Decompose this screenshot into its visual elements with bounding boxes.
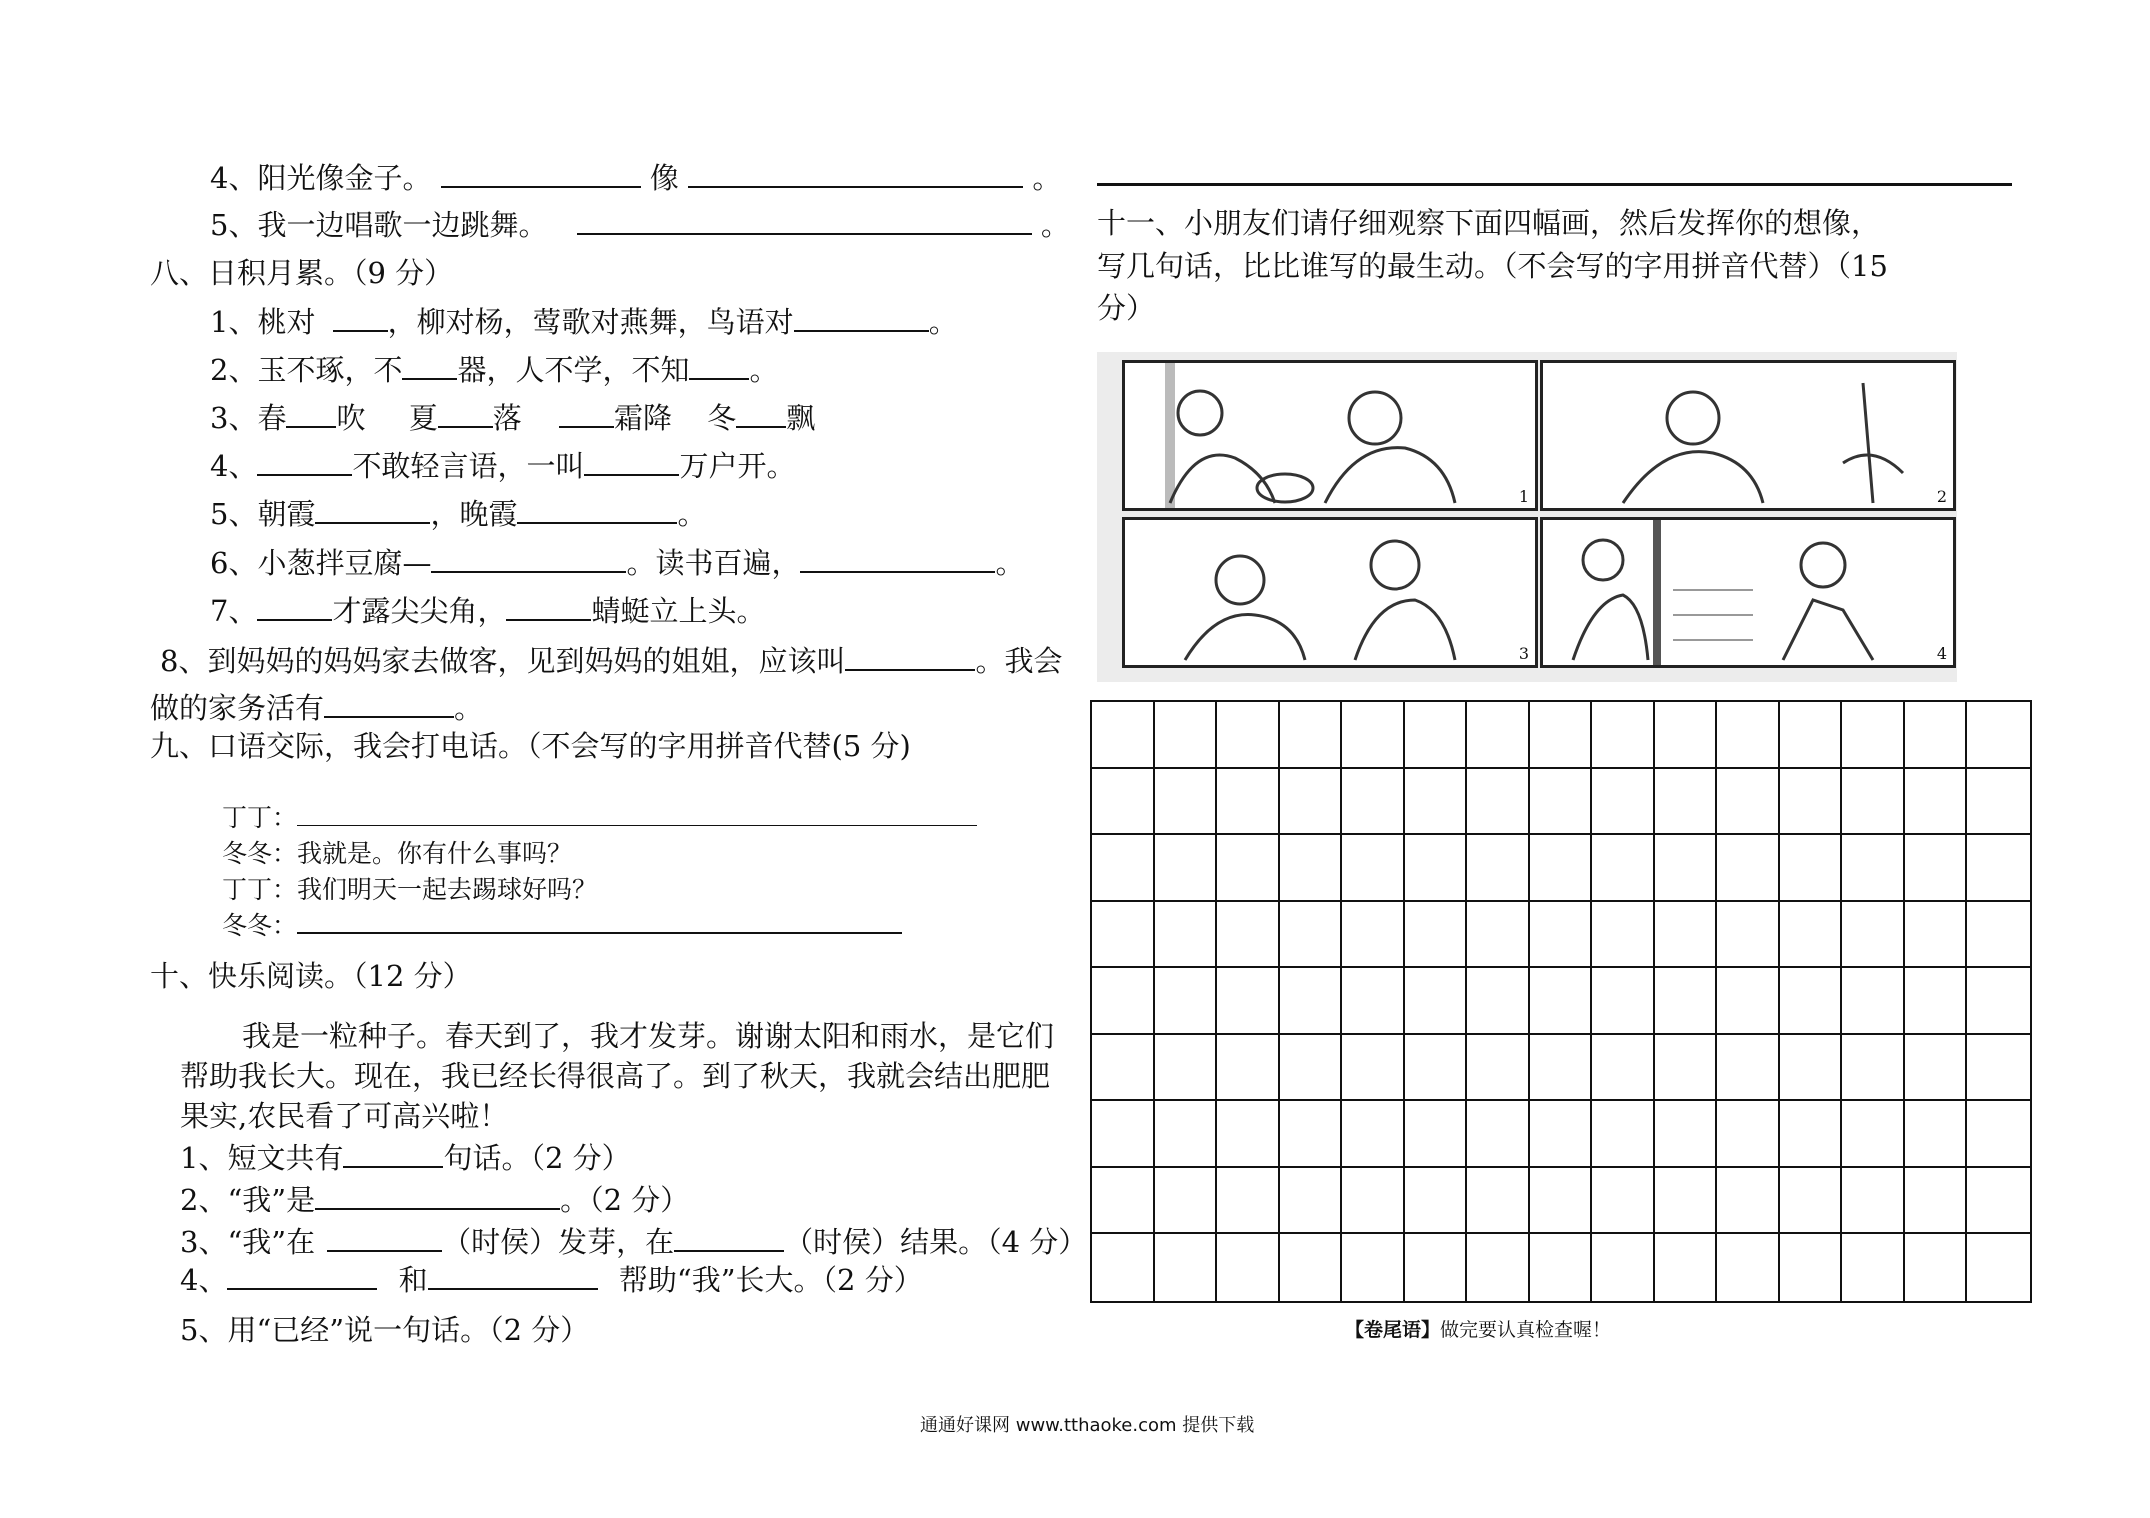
grid-cell[interactable]	[1467, 1101, 1530, 1168]
grid-cell[interactable]	[1530, 1101, 1593, 1168]
grid-cell[interactable]	[1342, 902, 1405, 969]
grid-cell[interactable]	[1592, 1234, 1655, 1301]
grid-cell[interactable]	[1905, 769, 1968, 836]
dialogue-blank[interactable]	[297, 807, 977, 826]
s10-q3: 3、“我”在 （时侯）发芽，在 （时侯）结果。（4 分）	[180, 1225, 1088, 1259]
panel-number: 1	[1518, 487, 1529, 506]
grid-cell[interactable]	[1842, 702, 1905, 769]
blank[interactable]	[431, 545, 626, 573]
grid-cell[interactable]	[1155, 1035, 1218, 1102]
grid-cell[interactable]	[1967, 769, 2030, 836]
passage-line-2: 帮助我长大。现在，我已经长得很高了。到了秋天，我就会结出肥肥	[180, 1059, 1051, 1093]
grid-cell[interactable]	[1405, 835, 1468, 902]
grid-cell[interactable]	[1092, 835, 1155, 902]
grid-cell[interactable]	[1092, 1168, 1155, 1235]
blank[interactable]	[428, 1262, 598, 1290]
grid-cell[interactable]	[1905, 1101, 1968, 1168]
grid-cell[interactable]	[1655, 835, 1718, 902]
grid-cell[interactable]	[1717, 702, 1780, 769]
panel-number: 2	[1936, 487, 1947, 506]
grid-cell[interactable]	[1842, 835, 1905, 902]
grid-cell[interactable]	[1280, 769, 1343, 836]
s9-line4: 冬冬：	[222, 908, 902, 944]
picture-area	[1097, 352, 1957, 682]
grid-cell[interactable]	[1842, 1101, 1905, 1168]
grid-cell[interactable]	[1217, 1234, 1280, 1301]
grid-cell[interactable]	[1780, 769, 1843, 836]
section-9-title: 九、口语交际，我会打电话。（不会写的字用拼音代替(5 分)	[150, 729, 911, 763]
answer-line[interactable]	[1097, 183, 2012, 186]
grid-cell[interactable]	[1467, 1234, 1530, 1301]
grid-cell[interactable]	[1592, 702, 1655, 769]
grid-cell[interactable]	[1530, 769, 1593, 836]
grid-cell[interactable]	[1905, 835, 1968, 902]
grid-cell[interactable]	[1155, 835, 1218, 902]
dialogue-blank[interactable]	[297, 910, 902, 934]
grid-cell[interactable]	[1655, 902, 1718, 969]
grid-cell[interactable]	[1530, 902, 1593, 969]
grid-cell[interactable]	[1592, 769, 1655, 836]
grid-cell[interactable]	[1280, 902, 1343, 969]
grid-cell[interactable]	[1217, 902, 1280, 969]
s8-q5: 5、朝霞 ，晚霞 。	[210, 497, 707, 531]
blank[interactable]	[286, 400, 336, 428]
s11-title-1: 十一、小朋友们请仔细观察下面四幅画，然后发挥你的想像，	[1097, 206, 1881, 240]
picture-panel-3	[1122, 517, 1538, 668]
picture-panel-2	[1540, 360, 1956, 511]
grid-cell[interactable]	[1217, 968, 1280, 1035]
s8-q8: 8、到妈妈的妈妈家去做客，见到妈妈的姐姐，应该叫 。我会	[160, 644, 1063, 678]
children-and-mother-illustration	[1125, 363, 1535, 508]
grid-cell[interactable]	[1467, 968, 1530, 1035]
grid-cell[interactable]	[1780, 702, 1843, 769]
s9-line3: 丁丁：我们明天一起去踢球好吗？	[222, 875, 598, 904]
picture-panel-4	[1540, 517, 1956, 668]
grid-cell[interactable]	[1092, 1101, 1155, 1168]
s10-q4: 4、 和 帮助“我”长大。（2 分）	[180, 1263, 923, 1297]
grid-cell[interactable]	[1717, 902, 1780, 969]
grid-cell[interactable]	[1905, 1234, 1968, 1301]
grid-cell[interactable]	[1155, 702, 1218, 769]
grid-cell[interactable]	[1092, 902, 1155, 969]
blank[interactable]	[327, 1224, 442, 1252]
grid-cell[interactable]	[1467, 702, 1530, 769]
grid-cell[interactable]	[1592, 968, 1655, 1035]
panel-number: 3	[1518, 644, 1529, 663]
footer-text: 通通好课网 www.tthaoke.com 提供下载	[920, 1415, 1255, 1436]
grid-cell[interactable]	[1280, 835, 1343, 902]
grid-cell[interactable]	[1155, 902, 1218, 969]
grid-cell[interactable]	[1342, 835, 1405, 902]
grid-cell[interactable]	[1842, 968, 1905, 1035]
grid-cell[interactable]	[1967, 835, 2030, 902]
grid-cell[interactable]	[1717, 1234, 1780, 1301]
grid-cell[interactable]	[1592, 1101, 1655, 1168]
grid-cell[interactable]	[1467, 769, 1530, 836]
s9-line1: 丁丁：	[222, 800, 977, 836]
blank[interactable]	[584, 448, 679, 476]
grid-cell[interactable]	[1905, 968, 1968, 1035]
s11-title-3: 分）	[1097, 291, 1156, 325]
grid-cell[interactable]	[1155, 968, 1218, 1035]
section-10-title: 十、快乐阅读。（12 分）	[150, 959, 472, 993]
grid-cell[interactable]	[1842, 1168, 1905, 1235]
grid-cell[interactable]	[1717, 968, 1780, 1035]
grid-cell[interactable]	[1467, 1035, 1530, 1102]
grid-cell[interactable]	[1217, 835, 1280, 902]
grid-cell[interactable]	[1905, 1168, 1968, 1235]
grid-cell[interactable]	[1467, 902, 1530, 969]
grid-cell[interactable]	[1280, 702, 1343, 769]
grid-cell[interactable]	[1217, 702, 1280, 769]
blank[interactable]	[674, 1224, 784, 1252]
closing-note: 【卷尾语】做完要认真检查喔！	[1345, 1319, 1612, 1341]
grid-cell[interactable]	[1967, 702, 2030, 769]
s11-title-2: 写几句话，比比谁写的最生动。（不会写的字用拼音代替）（15	[1097, 249, 1888, 283]
child-running-illustration	[1543, 520, 1953, 665]
section-8-title: 八、日积月累。（9 分）	[150, 256, 454, 290]
blank[interactable]	[343, 1140, 443, 1168]
blank[interactable]	[689, 352, 749, 380]
s7-q5: 5、我一边唱歌一边跳舞。 。	[210, 208, 1070, 242]
blank[interactable]	[517, 496, 677, 524]
blank[interactable]	[315, 496, 430, 524]
s10-q2: 2、“我”是 。（2 分）	[180, 1183, 690, 1217]
grid-cell[interactable]	[1280, 1101, 1343, 1168]
s8-q3: 3、春 吹 夏 落 霜降 冬 飘	[210, 401, 816, 435]
grid-cell[interactable]	[1405, 702, 1468, 769]
grid-cell[interactable]	[1280, 1234, 1343, 1301]
grid-cell[interactable]	[1092, 769, 1155, 836]
grid-cell[interactable]	[1342, 1234, 1405, 1301]
grid-cell[interactable]	[1780, 835, 1843, 902]
grid-cell[interactable]	[1530, 835, 1593, 902]
s7-q4: 4、阳光像金子。 像 。	[210, 161, 1062, 195]
grid-cell[interactable]	[1967, 968, 2030, 1035]
grid-cell[interactable]	[1842, 1234, 1905, 1301]
grid-cell[interactable]	[1155, 1101, 1218, 1168]
grid-cell[interactable]	[1905, 702, 1968, 769]
grid-cell[interactable]	[1717, 1035, 1780, 1102]
picture-panel-1	[1122, 360, 1538, 511]
grid-cell[interactable]	[1280, 1168, 1343, 1235]
grid-cell[interactable]	[1780, 1035, 1843, 1102]
grid-cell[interactable]	[1342, 968, 1405, 1035]
panel-number: 4	[1936, 644, 1947, 663]
passage-line-3: 果实,农民看了可高兴啦！	[180, 1099, 509, 1133]
grid-cell[interactable]	[1342, 1035, 1405, 1102]
grid-cell[interactable]	[1405, 1234, 1468, 1301]
grid-cell[interactable]	[1217, 1168, 1280, 1235]
grid-cell[interactable]	[1092, 968, 1155, 1035]
grid-cell[interactable]	[1780, 1101, 1843, 1168]
grid-cell[interactable]	[1655, 1101, 1718, 1168]
grid-cell[interactable]	[1092, 1035, 1155, 1102]
grid-cell[interactable]	[1717, 835, 1780, 902]
blank[interactable]	[441, 160, 641, 188]
grid-cell[interactable]	[1155, 769, 1218, 836]
grid-cell[interactable]	[1342, 769, 1405, 836]
blank[interactable]	[257, 593, 332, 621]
grid-cell[interactable]	[1780, 1168, 1843, 1235]
passage-line-1: 我是一粒种子。春天到了，我才发芽。谢谢太阳和雨水，是它们	[242, 1019, 1055, 1053]
grid-cell[interactable]	[1655, 1168, 1718, 1235]
grid-cell[interactable]	[1092, 1234, 1155, 1301]
grid-cell[interactable]	[1342, 702, 1405, 769]
grid-cell[interactable]	[1405, 1168, 1468, 1235]
blank[interactable]	[438, 400, 493, 428]
grid-cell[interactable]	[1967, 1234, 2030, 1301]
grid-cell[interactable]	[1405, 902, 1468, 969]
blank[interactable]	[794, 304, 929, 332]
blank[interactable]	[688, 160, 1023, 188]
blank[interactable]	[402, 352, 457, 380]
s8-q2: 2、玉不琢，不 器，人不学，不知 。	[210, 353, 779, 387]
grid-cell[interactable]	[1405, 1035, 1468, 1102]
grid-cell[interactable]	[1905, 902, 1968, 969]
grid-cell[interactable]	[1280, 1035, 1343, 1102]
grid-cell[interactable]	[1592, 1168, 1655, 1235]
grid-cell[interactable]	[1155, 1234, 1218, 1301]
grid-cell[interactable]	[1467, 835, 1530, 902]
grid-cell[interactable]	[1530, 1035, 1593, 1102]
grid-cell[interactable]	[1342, 1168, 1405, 1235]
grid-cell[interactable]	[1780, 1234, 1843, 1301]
blank[interactable]	[227, 1262, 377, 1290]
blank[interactable]	[506, 593, 591, 621]
grid-cell[interactable]	[1342, 1101, 1405, 1168]
grid-cell[interactable]	[1780, 902, 1843, 969]
grid-cell[interactable]	[1467, 1168, 1530, 1235]
grid-cell[interactable]	[1530, 702, 1593, 769]
grid-cell[interactable]	[1530, 1168, 1593, 1235]
grid-cell[interactable]	[1530, 1234, 1593, 1301]
blank[interactable]	[315, 1182, 560, 1210]
blank[interactable]	[559, 400, 614, 428]
grid-cell[interactable]	[1780, 968, 1843, 1035]
grid-cell[interactable]	[1967, 1101, 2030, 1168]
child-sitting-illustration	[1543, 363, 1953, 508]
writing-grid[interactable]	[1090, 700, 2032, 1303]
grid-cell[interactable]	[1217, 1101, 1280, 1168]
grid-cell[interactable]	[1405, 769, 1468, 836]
grid-cell[interactable]	[1967, 902, 2030, 969]
grid-cell[interactable]	[1967, 1168, 2030, 1235]
grid-cell[interactable]	[1280, 968, 1343, 1035]
s10-q1: 1、短文共有 句话。（2 分）	[180, 1141, 631, 1175]
grid-cell[interactable]	[1217, 1035, 1280, 1102]
s8-q6: 6、小葱拌豆腐— 。读书百遍， 。	[210, 546, 1025, 580]
grid-cell[interactable]	[1717, 1101, 1780, 1168]
grid-cell[interactable]	[1717, 769, 1780, 836]
grid-cell[interactable]	[1967, 1035, 2030, 1102]
grid-cell[interactable]	[1405, 968, 1468, 1035]
grid-cell[interactable]	[1655, 702, 1718, 769]
blank[interactable]	[257, 448, 352, 476]
grid-cell[interactable]	[1155, 1168, 1218, 1235]
grid-cell[interactable]	[1842, 1035, 1905, 1102]
grid-cell[interactable]	[1217, 769, 1280, 836]
s10-q5: 5、用“已经”说一句话。（2 分）	[180, 1313, 590, 1347]
grid-cell[interactable]	[1655, 1234, 1718, 1301]
grid-cell[interactable]	[1655, 1035, 1718, 1102]
blank[interactable]	[333, 304, 388, 332]
grid-cell[interactable]	[1092, 702, 1155, 769]
grid-cell[interactable]	[1905, 1035, 1968, 1102]
grid-cell[interactable]	[1592, 902, 1655, 969]
grid-cell[interactable]	[1655, 769, 1718, 836]
child-and-father-illustration	[1125, 520, 1535, 665]
s8-q7: 7、 才露尖尖角， 蜻蜓立上头。	[210, 594, 766, 628]
grid-cell[interactable]	[1717, 1168, 1780, 1235]
blank[interactable]	[577, 207, 1032, 235]
blank[interactable]	[845, 643, 975, 671]
grid-cell[interactable]	[1405, 1101, 1468, 1168]
grid-cell[interactable]	[1530, 968, 1593, 1035]
grid-cell[interactable]	[1592, 835, 1655, 902]
grid-cell[interactable]	[1592, 1035, 1655, 1102]
blank[interactable]	[736, 400, 786, 428]
grid-cell[interactable]	[1655, 968, 1718, 1035]
blank[interactable]	[324, 690, 454, 718]
grid-cell[interactable]	[1842, 769, 1905, 836]
s8-q1: 1、桃对 ，柳对杨，莺歌对燕舞，鸟语对 。	[210, 305, 958, 339]
grid-cell[interactable]	[1842, 902, 1905, 969]
s8-q8-cont: 做的家务活有 。	[150, 691, 484, 725]
blank[interactable]	[800, 545, 995, 573]
s9-line2: 冬冬：我就是。你有什么事吗？	[222, 839, 573, 868]
s8-q4: 4、 不敢轻言语，一叫 万户开。	[210, 449, 796, 483]
